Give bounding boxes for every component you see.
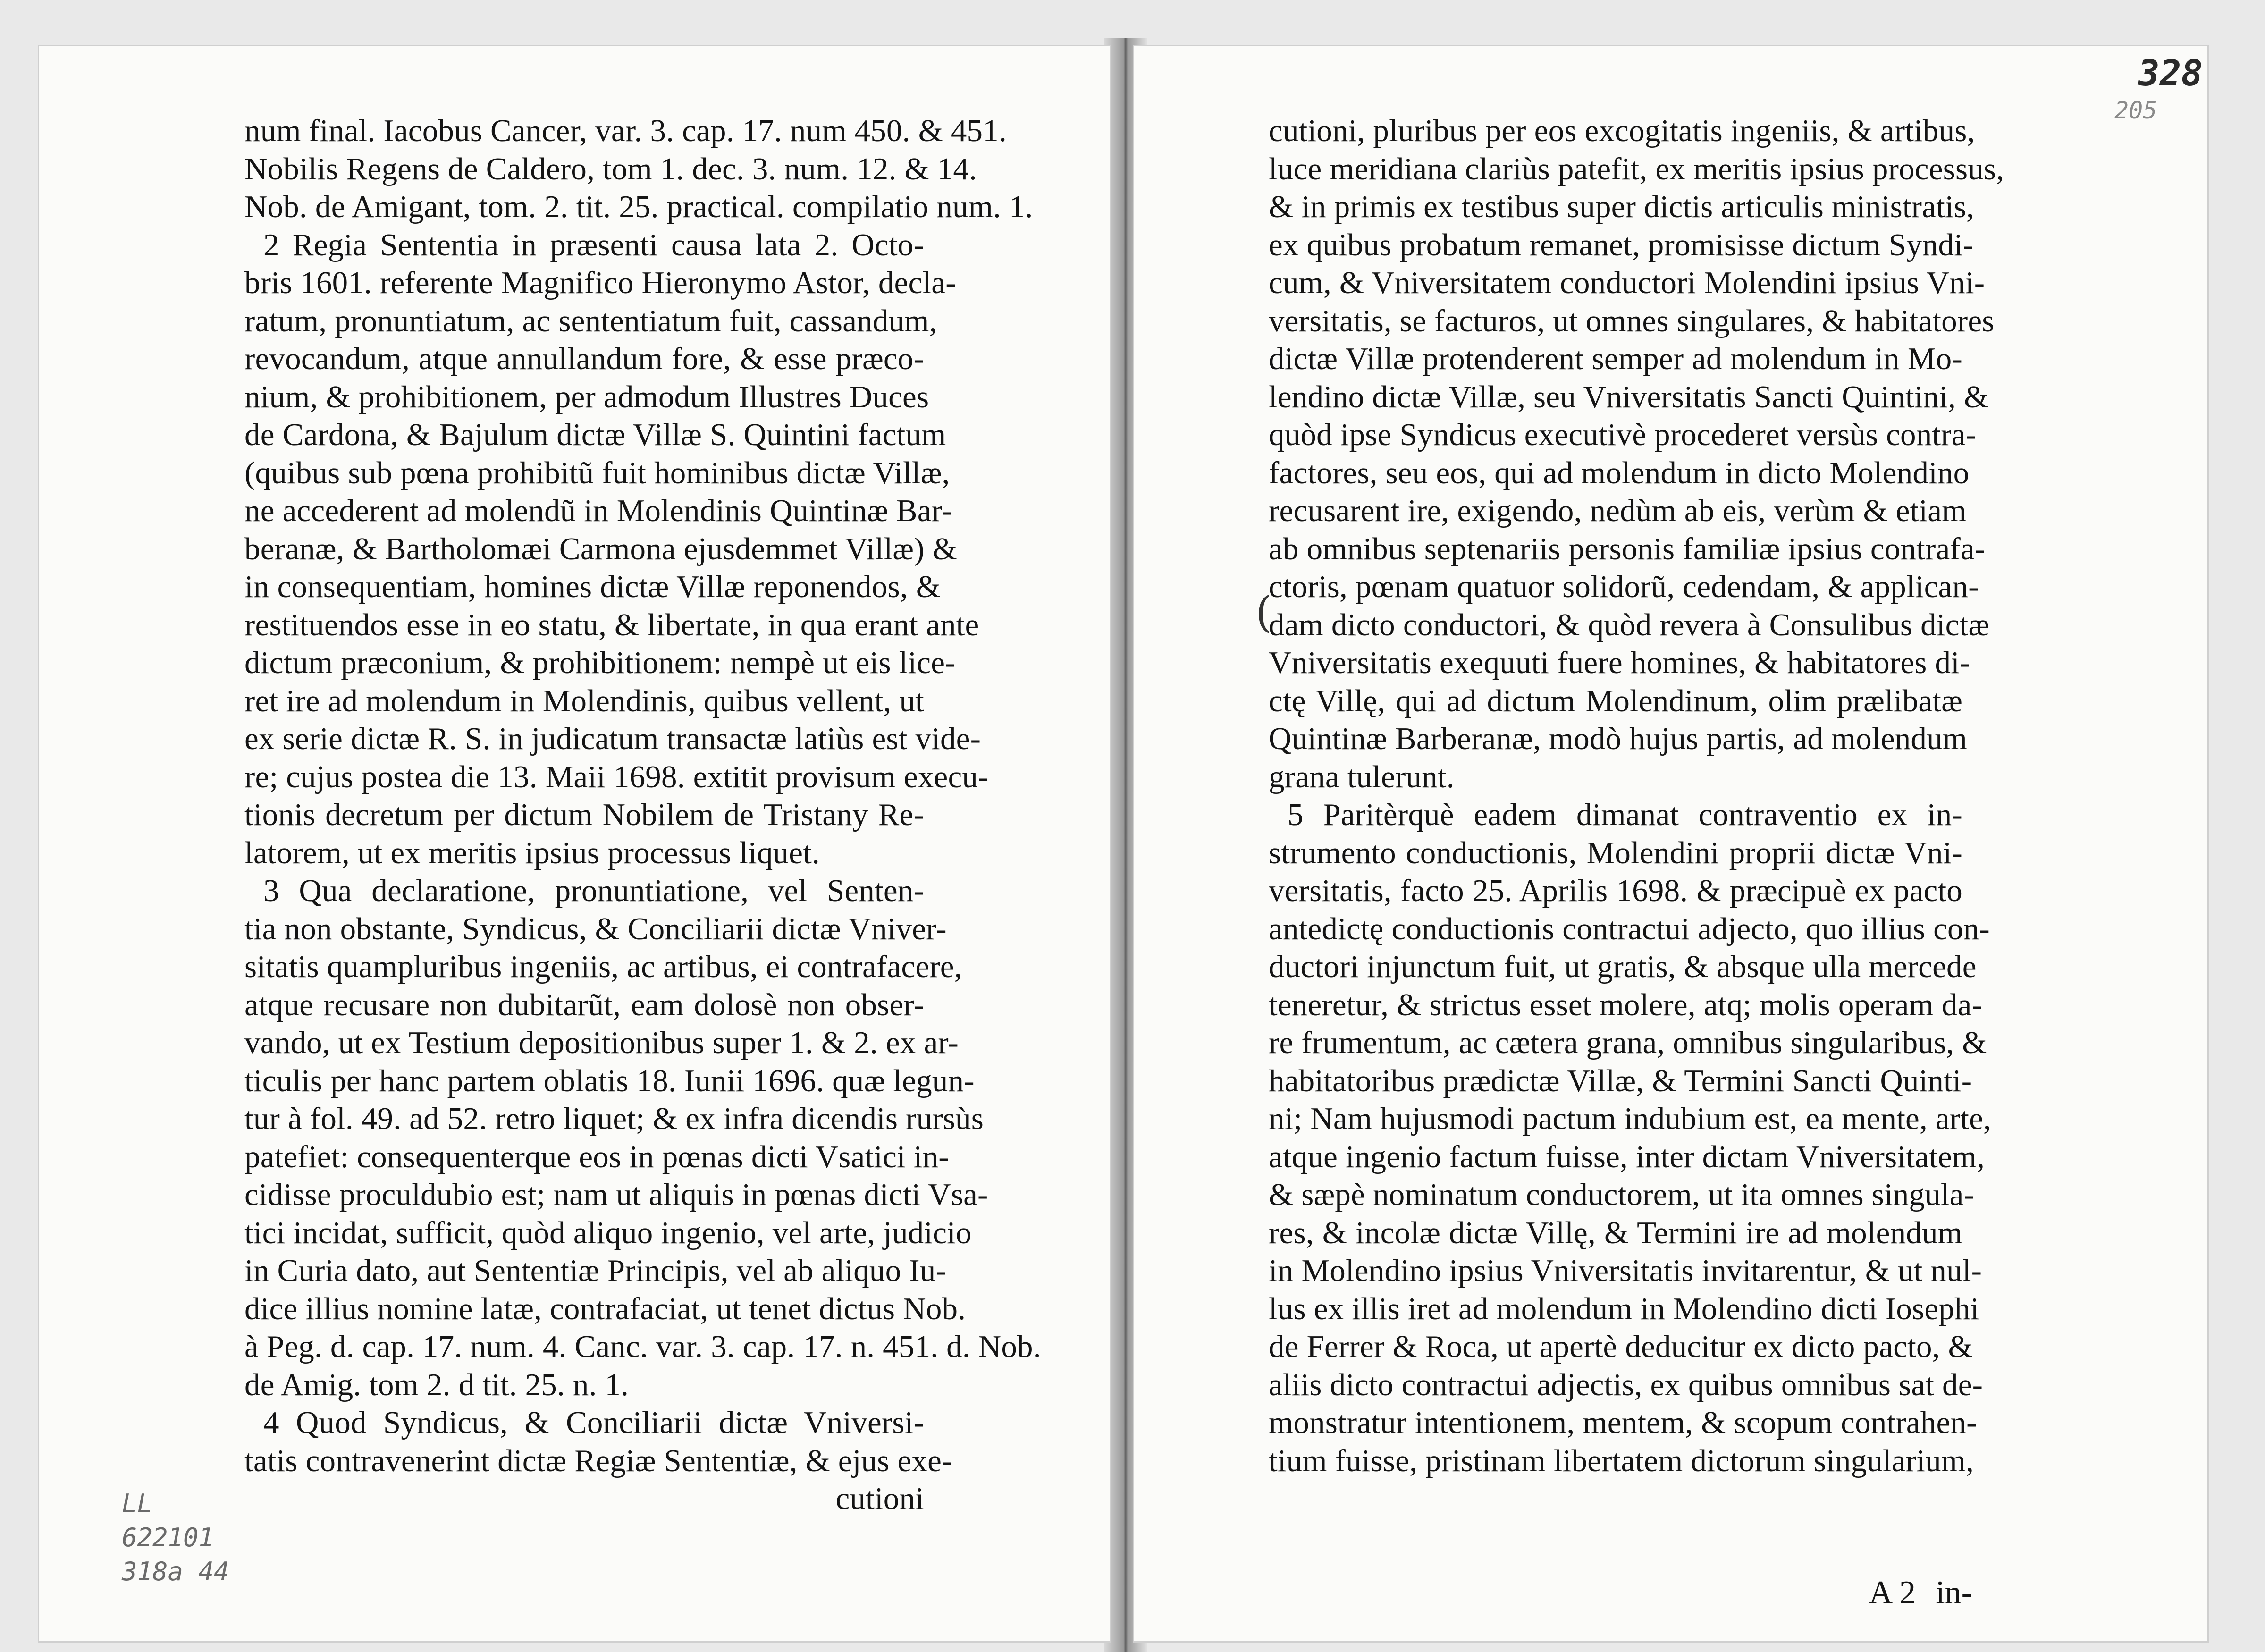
text-line: à Peg. d. cap. 17. num. 4. Canc. var. 3. cap. 17. n. 451. d. Nob. (244, 1329, 1041, 1364)
text-line: & sæpè nominatum conductorem, ut ita omnes singula- (1269, 1177, 1975, 1212)
text-line: res, & incolæ dictæ Villę, & Termini ire ad molendum (1269, 1215, 1962, 1250)
margin-bracket-mark: ( (1255, 588, 1272, 637)
text-line: ex serie dictæ R. S. in judicatum transactæ latiùs est vide- (244, 721, 981, 756)
text-line: ni; Nam hujusmodi pactum indubium est, ea mente, arte, (1269, 1101, 1991, 1136)
text-line: cidisse proculdubio est; nam ut aliquis in pœnas dicti Vsa- (244, 1177, 988, 1212)
text-line: & in primis ex testibus super dictis articulis ministratis, (1269, 189, 1974, 224)
text-line: de Ferrer & Roca, ut apertè deducitur ex dicto pacto, & (1269, 1329, 1973, 1364)
right-page-text (1269, 112, 2004, 1480)
left-page-text (244, 112, 1041, 1518)
text-line: habitatoribus prædictæ Villæ, & Termini Sancti Quinti- (1269, 1063, 1972, 1098)
text-line: Quintinæ Barberanæ, modò hujus partis, ad molendum (1269, 721, 1968, 756)
text-line: lus ex illis iret ad molendum in Molendino dicti Iosephi (1269, 1291, 1979, 1326)
text-line: restituendos esse in eo statu, & libertate, in qua erant ante (244, 607, 979, 642)
text-line: Nob. de Amigant, tom. 2. tit. 25. practical. compilatio num. 1. (244, 189, 1033, 224)
text-line: cutioni (835, 1481, 924, 1516)
handwritten-call-number (122, 1487, 229, 1589)
text-line: dictum præconium, & prohibitionem: nempè ut eis lice- (244, 645, 956, 680)
text-line: factores, seu eos, qui ad molendum in dicto Molendino (1269, 455, 1970, 490)
text-line: 3 Qua declaratione, pronuntiatione, vel Senten- (263, 873, 924, 908)
text-line: sitatis quampluribus ingeniis, ac artibus, ei contrafacere, (244, 949, 962, 984)
text-line: latorem, ut ex meritis ipsius processus liquet. (244, 835, 820, 870)
text-line: tium fuisse, pristinam libertatem dictorum singularium, (1269, 1443, 1974, 1478)
text-line: Nobilis Regens de Caldero, tom 1. dec. 3. num. 12. & 14. (244, 151, 977, 186)
text-line: vando, ut ex Testium depositionibus super 1. & 2. ex ar- (244, 1025, 959, 1060)
text-line: tur à fol. 49. ad 52. retro liquet; & ex infra dicendis rursùs (244, 1101, 984, 1136)
text-line: ductori injunctum fuit, ut gratis, & absque ulla mercede (1269, 949, 1977, 984)
text-line: 4 Quod Syndicus, & Conciliarii dictæ Vniversi- (263, 1405, 924, 1440)
text-line: versitatis, facto 25. Aprilis 1698. & præcipuè ex pacto (1269, 873, 1962, 908)
text-line: 2 Regia Sententia in præsenti causa lata 2. Octo- (263, 227, 924, 262)
text-line: bris 1601. referente Magnifico Hieronymo Astor, decla- (244, 265, 956, 300)
text-line: num final. Iacobus Cancer, var. 3. cap. 17. num 450. & 451. (244, 113, 1007, 148)
text-line: strumento conductionis, Molendini proprii dictæ Vni- (1269, 835, 1962, 870)
text-line: 5 Paritèrquè eadem dimanat contraventio ex in- (1288, 797, 1962, 832)
text-line: in Curia dato, aut Sententiæ Principis, vel ab aliquo Iu- (244, 1253, 947, 1288)
catchword: in- (1936, 1575, 1972, 1611)
call-number-line: LL (122, 1489, 153, 1518)
text-line: quòd ipse Syndicus executivè procederet versùs contra- (1269, 417, 1977, 452)
text-line: ctoris, pœnam quatuor solidorũ, cedendam, & applican- (1269, 569, 1979, 604)
text-line: dam dicto conductori, & quòd revera à Consulibus dictæ (1269, 607, 1990, 642)
text-line: ne accederent ad molendũ in Molendinis Quintinæ Bar- (244, 493, 952, 528)
text-line: patefiet: consequenterque eos in pœnas dicti Vsatici in- (244, 1139, 949, 1174)
text-line: cum, & Vniversitatem conductori Molendini ipsius Vni- (1269, 265, 1985, 300)
text-line: atque ingenio factum fuisse, inter dictam Vniversitatem, (1269, 1139, 1985, 1174)
text-line: dice illius nomine latæ, contrafaciat, ut tenet dictus Nob. (244, 1291, 966, 1326)
text-line: ex quibus probatum remanet, promisisse dictum Syndi- (1269, 227, 1974, 262)
text-line: luce meridiana clariùs patefit, ex meritis ipsius processus, (1269, 151, 2004, 186)
text-line: dictæ Villæ protenderent semper ad molendum in Mo- (1269, 341, 1962, 376)
call-number-line: 318a 44 (122, 1557, 229, 1586)
text-line: grana tulerunt. (1269, 759, 1455, 794)
text-line: tatis contravenerint dictæ Regiæ Sententiæ, & ejus exe- (244, 1443, 952, 1478)
text-line: tia non obstante, Syndicus, & Conciliarii dictæ Vniver- (244, 911, 947, 946)
text-line: aliis dicto contractui adjectis, ex quibus omnibus sat de- (1269, 1367, 1983, 1402)
text-line: de Cardona, & Bajulum dictæ Villæ S. Quintini factum (244, 417, 946, 452)
text-line: teneretur, & strictus esset molere, atq; molis operam da- (1269, 987, 1983, 1022)
text-line: monstratur intentionem, mentem, & scopum contrahen- (1269, 1405, 1977, 1440)
text-line: (quibus sub pœna prohibitũ fuit hominibus dictæ Villæ, (244, 455, 950, 490)
signature-mark: A 2 (1869, 1575, 1916, 1611)
handwritten-page-number: 328 (2138, 52, 2203, 94)
text-line: cutioni, pluribus per eos excogitatis ingeniis, & artibus, (1269, 113, 1975, 148)
call-number-line: 622101 (122, 1523, 214, 1552)
text-line: ticulis per hanc partem oblatis 18. Iunii 1696. quæ legun- (244, 1063, 975, 1098)
text-line: revocandum, atque annullandum fore, & esse præco- (244, 341, 924, 376)
handwritten-page-number-small: 205 (2114, 97, 2157, 124)
text-line: re frumentum, ac cætera grana, omnibus singularibus, & (1269, 1025, 1987, 1060)
text-line: atque recusare non dubitarũt, eam dolosè non obser- (244, 987, 924, 1022)
text-line: ratum, pronuntiatum, ac sententiatum fuit, cassandum, (244, 303, 937, 338)
text-line: re; cujus postea die 13. Maii 1698. extitit provisum execu- (244, 759, 989, 794)
text-line: antedictę conductionis contractui adjecto, quo illius con- (1269, 911, 1990, 946)
text-line: beranæ, & Bartholomæi Carmona ejusdemmet Villæ) & (244, 531, 957, 566)
text-line: in consequentiam, homines dictæ Villæ reponendos, & (244, 569, 941, 604)
text-line: lendino dictæ Villæ, seu Vniversitatis Sancti Quintini, & (1269, 379, 1989, 414)
text-line: recusarent ire, exigendo, nedùm ab eis, verùm & etiam (1269, 493, 1967, 528)
text-line: versitatis, se facturos, ut omnes singulares, & habitatores (1269, 303, 1995, 338)
text-line: in Molendino ipsius Vniversitatis invitarentur, & ut nul- (1269, 1253, 1982, 1288)
text-line: ctę Villę, qui ad dictum Molendinum, olim prælibatæ (1269, 683, 1962, 718)
text-line: tionis decretum per dictum Nobilem de Tristany Re- (244, 797, 924, 832)
text-line: ab omnibus septenariis personis familiæ ipsius contrafa- (1269, 531, 1986, 566)
text-line: ret ire ad molendum in Molendinis, quibus vellent, ut (244, 683, 924, 718)
text-line: Vniversitatis exequuti fuere homines, & habitatores di- (1269, 645, 1970, 680)
text-line: tici incidat, sufficit, quòd aliquo ingenio, vel arte, judicio (244, 1215, 972, 1250)
text-line: nium, & prohibitionem, per admodum Illustres Duces (244, 379, 929, 414)
text-line: de Amig. tom 2. d tit. 25. n. 1. (244, 1367, 629, 1402)
